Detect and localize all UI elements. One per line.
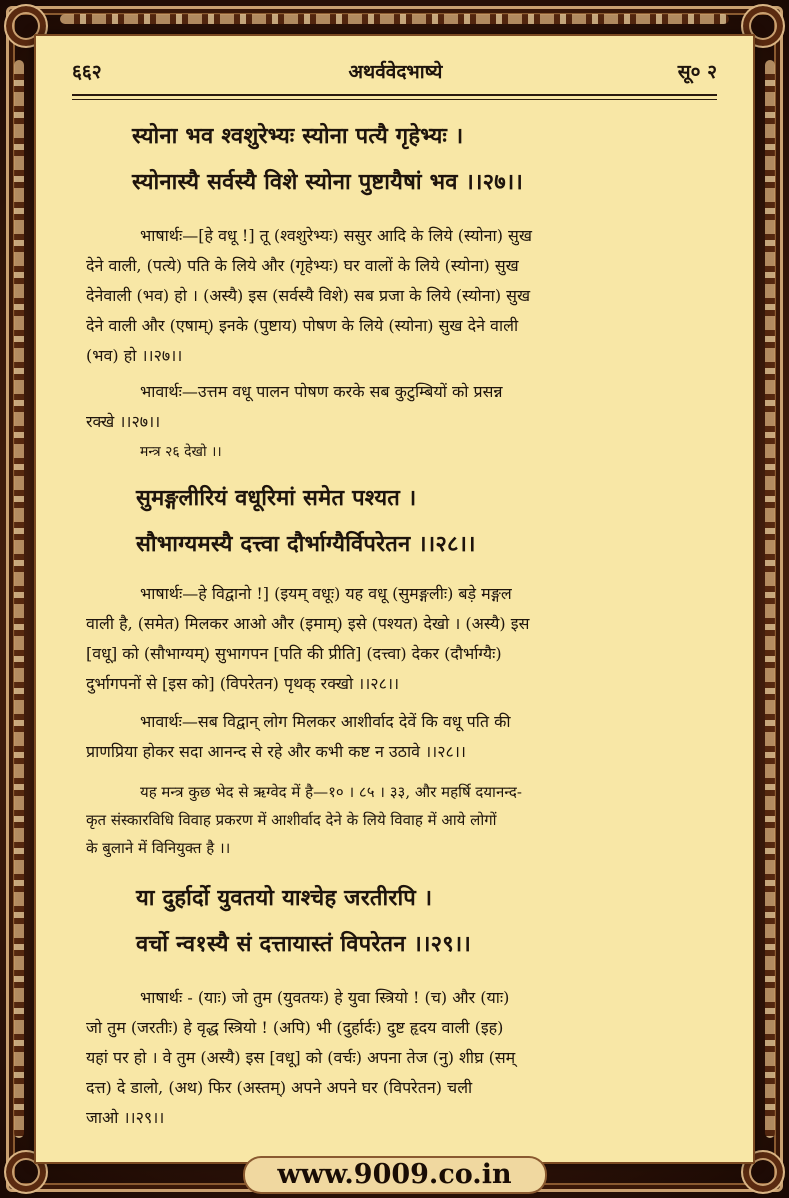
book-page — [36, 36, 753, 1162]
bhashya-28-line: दुर्भागपनों से [इस को] (विपरेतन) पृथक् रक्खो ।।२८।। — [86, 674, 400, 693]
bhashya-29-line: जाओ ।।२९।। — [86, 1108, 165, 1127]
bhashya-28-line: [वधू] को (सौभाग्यम्) सुभागपन [पति की प्रीति] (दत्त्वा) देकर (दौर्भाग्यैः) — [86, 644, 502, 663]
bhashya-29-line: भाषार्थः - (याः) जो तुम (युवतयः) हे युवा स्त्रियो ! (च) और (याः) — [140, 988, 510, 1007]
rigveda-note-line: के बुलाने में विनियुक्त है ।। — [86, 839, 231, 857]
frame-scroll-right — [765, 60, 775, 1138]
header-divider — [72, 94, 717, 99]
page-header — [64, 58, 727, 90]
bhashya-29-line: दत्त) दे डालो, (अथ) फिर (अस्तम्) अपने अपने घर (विपरेतन) चली — [86, 1078, 473, 1097]
verse-29-line-1: या दुर्हार्दो युवतयो याश्चेह जरतीरपि । — [136, 885, 433, 911]
bhashya-27-line: भाषार्थः—[हे वधू !] तू (श्वशुरेभ्यः) ससुर आदि के लिये (स्योना) सुख — [140, 226, 532, 245]
frame-scroll-left — [14, 60, 24, 1138]
bhavartha-27-line: भावार्थः—उत्तम वधू पालन पोषण करके सब कुटुम्बियों को प्रसन्न — [140, 382, 503, 401]
rigveda-note-line: कृत संस्कारविधि विवाह प्रकरण में आशीर्वाद देने के लिये विवाह में आये लोगों — [86, 811, 497, 829]
bhashya-28-line: वाली है, (समेत) मिलकर आओ और (इमाम्) इसे (पश्यत) देखो । (अस्यै) इस — [86, 614, 530, 633]
bhashya-27-line: (भव) हो ।।२७।। — [86, 346, 183, 365]
verse-28-line-2: सौभाग्यमस्यै दत्त्वा दौर्भाग्यैर्विपरेतन ।।२८।। — [136, 531, 476, 557]
bhashya-27-line: देनेवाली (भव) हो । (अस्यै) इस (सर्वस्यै विशे) सब प्रजा के लिये (स्योना) सुख — [86, 286, 531, 305]
verse-29-line-2: वर्चो न्व१स्यै सं दत्तायास्तं विपरेतन ।।२९।। — [136, 931, 471, 957]
bhashya-27-line: देने वाली, (पत्ये) पति के लिये और (गृहेभ्यः) घर वालों के लिये (स्योना) सुख — [86, 256, 519, 275]
bhavartha-28-line: भावार्थः—सब विद्वान् लोग मिलकर आशीर्वाद देवें कि वधू पति की — [140, 712, 511, 731]
bhashya-28-line: भाषार्थः—हे विद्वानो !] (इयम् वधूः) यह वधू (सुमङ्गलीः) बड़े मङ्गल — [140, 584, 512, 603]
book-title: अथर्ववेदभाष्ये — [348, 61, 443, 83]
bhavartha-27-line: रक्खे ।।२७।। — [86, 412, 161, 431]
bhashya-29-line: जो तुम (जरतीः) हे वृद्ध स्त्रियो ! (अपि) भी (दुर्हार्दः) दुष्ट हृदय वाली (इह) — [86, 1018, 504, 1037]
bhavartha-28-line: प्राणप्रिया होकर सदा आनन्द से रहे और कभी कष्ट न उठावे ।।२८।। — [86, 742, 466, 761]
frame-scroll-top — [60, 14, 729, 24]
rigveda-note-line: यह मन्त्र कुछ भेद से ऋग्वेद में है—१० । ८५ । ३३, और महर्षि दयानन्द- — [140, 783, 522, 801]
website-watermark: www.9009.co.in — [245, 1158, 545, 1192]
bhashya-29-line: यहां पर हो । वे तुम (अस्यै) इस [वधू] को (वर्चः) अपना तेज (नु) शीघ्र (सम् — [86, 1048, 516, 1067]
sukta-number: सू० २ — [677, 61, 717, 83]
bhashya-27-line: देने वाली और (एषाम्) इनके (पुष्टाय) पोषण के लिये (स्योना) सुख देने वाली — [86, 316, 519, 335]
verse-27-line-1: स्योना भव श्वशुरेभ्यः स्योना पत्यै गृहेभ्यः । — [132, 123, 464, 149]
verse-27-line-2: स्योनास्यै सर्वस्यै विशे स्योना पुष्टायैषां भव ।।२७।। — [132, 169, 523, 195]
verse-28-line-1: सुमङ्गलीरियं वधूरिमां समेत पश्यत । — [136, 485, 417, 511]
cross-reference-note: मन्त्र २६ देखो ।। — [140, 444, 222, 460]
page-number: ६६२ — [72, 61, 102, 83]
